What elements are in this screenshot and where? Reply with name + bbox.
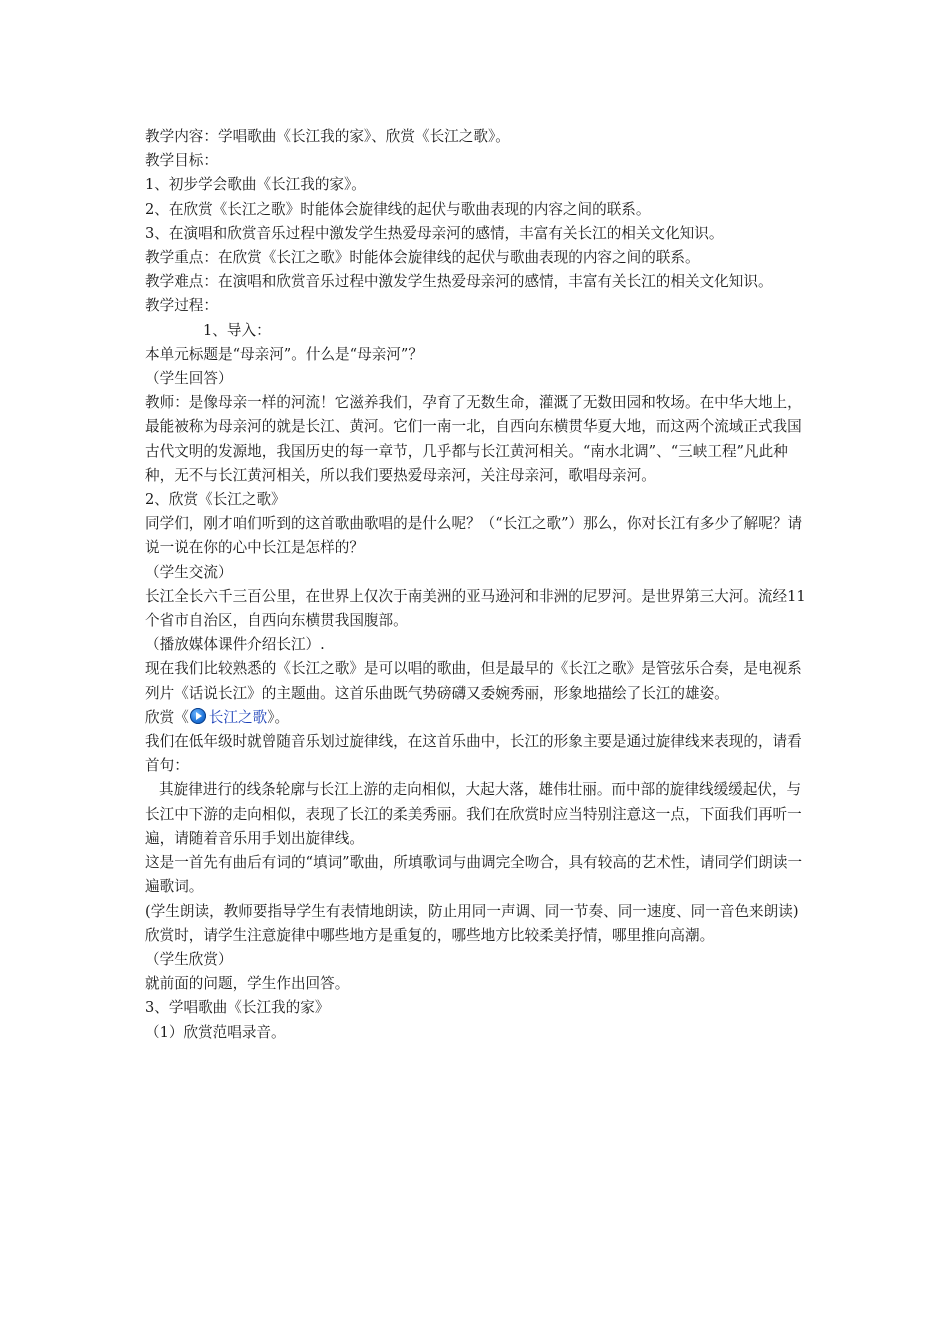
song-background: 现在我们比较熟悉的《长江之歌》是可以唱的歌曲，但是最早的《长江之歌》是管弦乐合奏，是电视系列片《话说长江》的主题曲。这首乐曲既气势磅礴又委婉秀丽，形象地描绘了长江的雄姿。 — [145, 660, 802, 702]
teaching-content: 教学内容：学唱歌曲《长江我的家》、欣赏《长江之歌》。 — [145, 128, 510, 145]
goal-3: 3、在演唱和欣赏音乐过程中激发学生热爱母亲河的感情，丰富有关长江的相关文化知识。 — [145, 224, 724, 242]
goal-2: 2、在欣赏《长江之歌》时能体会旋律线的起伏与歌曲表现的内容之间的联系。 — [145, 200, 651, 218]
listening-task: 欣赏时，请学生注意旋律中哪些地方是重复的，哪些地方比较柔美抒情，哪里推向高潮。 — [145, 926, 715, 944]
song-media-link[interactable]: 长江之歌 — [208, 708, 268, 726]
step-2-appreciate: 2、欣赏《长江之歌》 — [145, 491, 286, 509]
appreciate-song-line — [145, 706, 815, 730]
teaching-difficulty: 教学难点：在演唱和欣赏音乐过程中激发学生热爱母亲河的感情，丰富有关长江的相关文化知识。 — [145, 273, 773, 291]
unit-title-question: 本单元标题是“母亲河”。什么是“母亲河”？ — [145, 345, 423, 363]
student-appreciation-note: （学生欣赏） — [145, 950, 233, 968]
appreciate-prefix: 欣赏《 — [145, 708, 189, 726]
step-1-intro: 1、导入： — [203, 321, 271, 339]
goal-1: 1、初步学会歌曲《长江我的家》。 — [145, 176, 366, 194]
lyrics-reading: 这是一首先有曲后有词的“填词”歌曲，所填歌词与曲调完全吻合，具有较高的艺术性，请同学们朗读一遍歌词。 — [145, 854, 803, 896]
step-3-1-listen: （1）欣赏范唱录音。 — [145, 1023, 286, 1041]
appreciate-suffix: 》。 — [267, 708, 290, 726]
student-answer-note: （学生回答） — [145, 370, 233, 388]
classroom-question: 同学们，刚才咱们听到的这首歌曲歌唱的是什么呢？（“长江之歌”）那么，你对长江有多少了解呢？请说一说在你的心中长江是怎样的？ — [145, 515, 803, 557]
student-exchange-note: （学生交流） — [145, 563, 233, 581]
teaching-goals-heading: 教学目标： — [145, 152, 218, 170]
yangtze-facts: 长江全长六千三百公里，在世界上仅次于南美洲的亚马逊河和非洲的尼罗河。是世界第三大河。流经11个省市自治区，自西向东横贯我国腹部。 — [145, 587, 806, 630]
media-courseware-note: （播放媒体课件介绍长江）. — [145, 636, 325, 654]
teaching-focus: 教学重点：在欣赏《长江之歌》时能体会旋律线的起伏与歌曲表现的内容之间的联系。 — [145, 249, 700, 267]
melody-analysis: 其旋律进行的线条轮廓与长江上游的走向相似，大起大落，雄伟壮丽。而中部的旋律线缓缓起伏，与长江中下游的走向相似，表现了长江的柔美秀丽。我们在欣赏时应当特别注意这一点，下面我们再听一遍，请随着音乐用手划出旋律线。 — [145, 781, 802, 847]
play-media-icon[interactable] — [190, 708, 206, 724]
teacher-explanation: 教师：是像母亲一样的河流！它滋养我们，孕育了无数生命，灌溉了无数田园和牧场。在中华大地上，最能被称为母亲河的就是长江、黄河。它们一南一北，自西向东横贯华夏大地，而这两个流域正式我国古代文明的发源地，我国历史的每一章节，几乎都与长江黄河相关。“南水北调”、“三峡工程”凡此种种，无不与长江黄河相关，所以我们要热爱母亲河，关注母亲河，歌唱母亲河。 — [145, 394, 802, 484]
melody-line-intro: 我们在低年级时就曾随音乐划过旋律线，在这首乐曲中，长江的形象主要是通过旋律线来表现的，请看首句： — [145, 733, 802, 775]
teaching-process-heading: 教学过程： — [145, 297, 218, 315]
step-3-learn-song: 3、学唱歌曲《长江我的家》 — [145, 999, 330, 1017]
student-response: 就前面的问题，学生作出回答。 — [145, 975, 350, 993]
reading-guidance: (学生朗读，教师要指导学生有表情地朗读，防止用同一声调、同一节奏、同一速度、同一音色来朗读) — [145, 902, 799, 920]
lesson-plan-document — [145, 125, 815, 1045]
